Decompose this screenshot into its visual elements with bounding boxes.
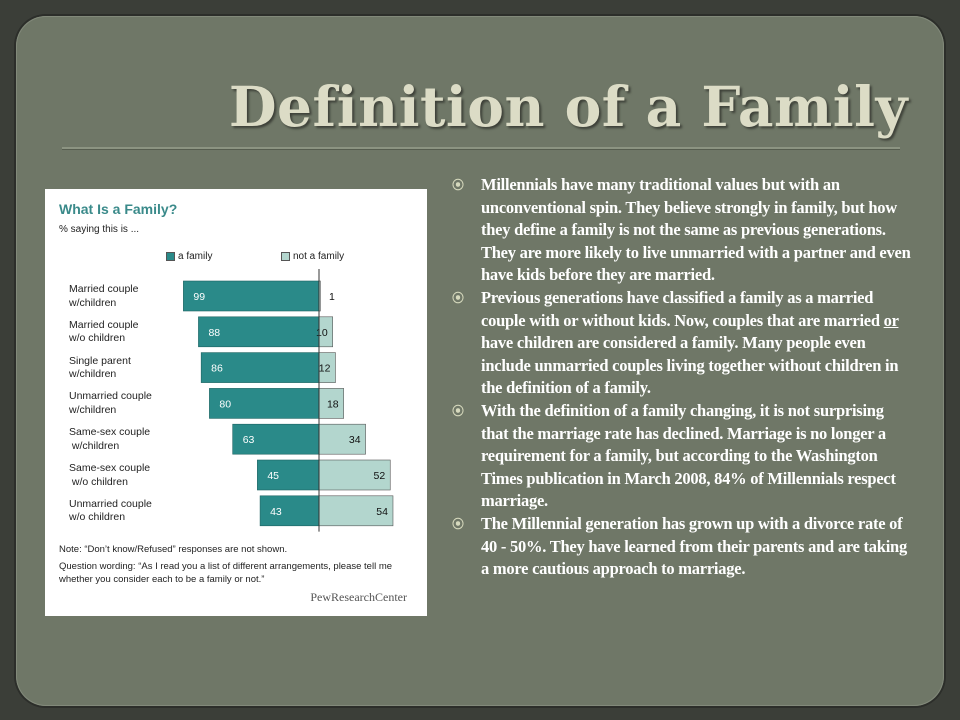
legend-not-family <box>281 251 344 262</box>
bullet-item <box>452 287 912 400</box>
bar-label-not-a-family: 54 <box>376 505 388 518</box>
legend-not-family-swatch <box>281 252 290 261</box>
target-bullet-icon: ⦿ <box>452 403 464 418</box>
bar-label-not-a-family: 12 <box>318 362 331 375</box>
legend-family <box>166 251 212 262</box>
bar-label-a-family: 99 <box>193 291 206 303</box>
category-label: Unmarried couple w/o children <box>69 497 152 524</box>
bullet-list <box>452 174 912 581</box>
bar-label-a-family: 80 <box>219 398 232 411</box>
bullet-item <box>452 513 912 581</box>
bullet-item <box>452 174 912 287</box>
category-label: Unmarried couple w/children <box>69 390 152 416</box>
category-label: Same-sex couple w/children <box>69 426 151 452</box>
legend-family-swatch <box>166 252 175 261</box>
title-divider <box>62 147 900 150</box>
chart-title: What Is a Family? <box>59 201 178 217</box>
bar-label-not-a-family: 18 <box>326 398 339 411</box>
target-bullet-icon: ⦿ <box>452 516 464 531</box>
target-bullet-icon: ⦿ <box>452 290 464 305</box>
bar-label-not-a-family: 52 <box>373 470 386 482</box>
chart-question: Question wording: “As I read you a list of different arrangements, please tell me whether you consider each to be a family or not.” <box>59 561 393 585</box>
bar-label-a-family: 86 <box>211 362 223 375</box>
bar-label-a-family: 63 <box>242 434 255 447</box>
bar-label-not-a-family: 1 <box>329 291 335 303</box>
category-label: Single parent w/children <box>69 354 131 381</box>
bullet-text-emphasis: or <box>883 310 899 330</box>
legend-not-family-label: not a family <box>293 251 345 262</box>
family-chart <box>45 189 427 616</box>
bar-label-not-a-family: 34 <box>348 434 361 447</box>
bar-a-family <box>260 496 319 526</box>
bar-label-a-family: 88 <box>208 326 221 339</box>
bar-label-a-family: 45 <box>267 470 280 482</box>
bullet-text-post: have children are considered a family. Many people even include unmarried couples living together without children in the definition of a family. <box>481 333 899 398</box>
slide-title: Definition of a Family <box>228 74 908 139</box>
pew-logo: PewResearchCenter <box>310 590 407 604</box>
bullet-text: Millennials have many traditional values but with an unconventional spin. They believe strongly in family, but how they define a family is not the same as previous generations. They are more likely to live unmarried with a partner and even have kids before they are married. <box>481 175 911 285</box>
chart-note: Note: “Don’t know/Refused” responses are not shown. <box>59 544 288 555</box>
legend-family-label: a family <box>178 251 213 262</box>
bar-label-a-family: 43 <box>270 505 282 518</box>
bullet-text: With the definition of a family changing, it is not surprising that the marriage rate has declined. Marriage is no longer a requirement for a family, but according to the Washington Times publication in March 2008, 84% of Millennials respect marriage. <box>481 400 896 511</box>
category-label: Married couple w/o children <box>69 318 139 345</box>
bullet-item <box>452 400 912 513</box>
bar-label-not-a-family: 10 <box>316 326 328 339</box>
target-bullet-icon: ⦿ <box>452 178 464 192</box>
category-label: Married couple w/children <box>69 283 139 309</box>
category-label: Same-sex couple w/o children <box>69 462 151 488</box>
bullet-text-pre: Previous generations have classified a family as a married couple with or without kids. Now, couples that are married <box>481 287 884 330</box>
bullet-text: The Millennial generation has grown up with a divorce rate of 40 - 50%. They have learned from their parents and are taking a more cautious approach to marriage. <box>481 513 907 579</box>
chart-subtitle: % saying this is ... <box>59 224 140 235</box>
